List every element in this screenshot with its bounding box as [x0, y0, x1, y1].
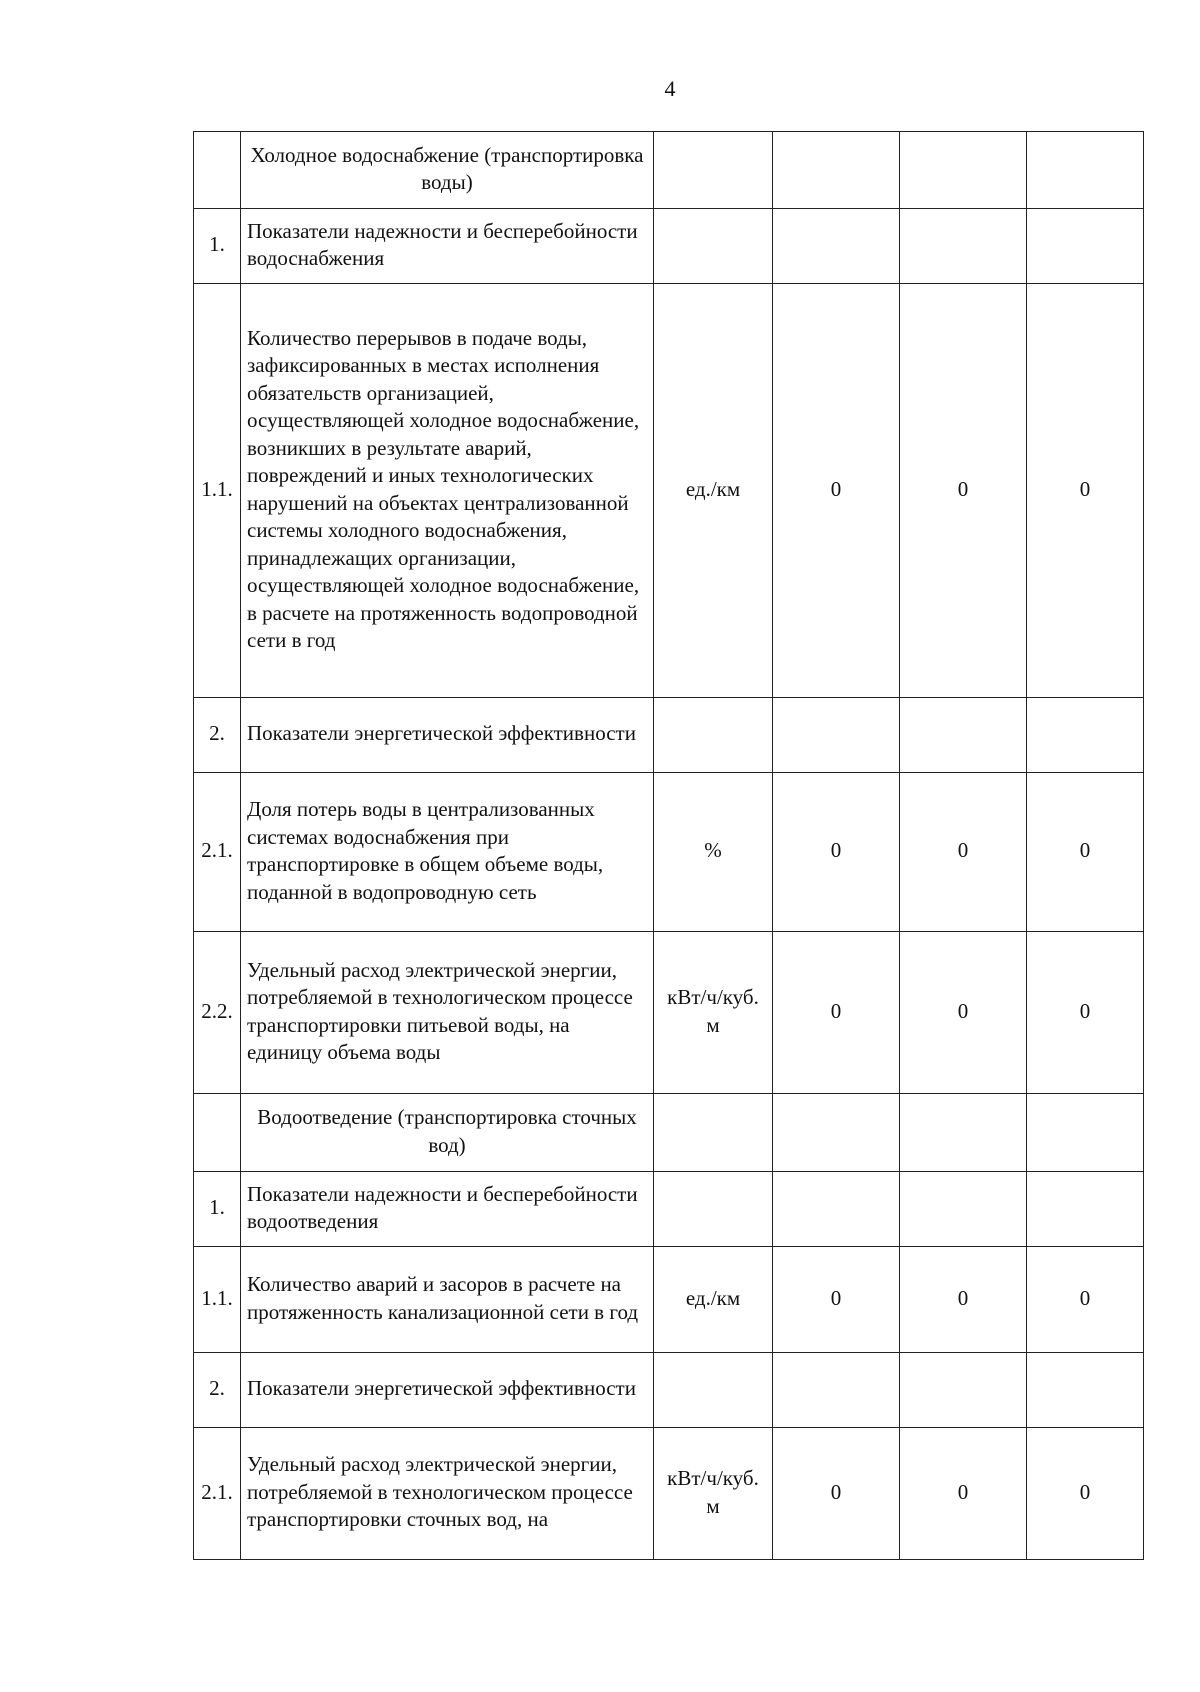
unit-cell: ед./км [654, 284, 773, 698]
value-cell [900, 1353, 1027, 1428]
value-cell [773, 698, 900, 773]
page-number: 4 [664, 76, 676, 101]
unit-cell [654, 209, 773, 284]
value-cell: 0 [900, 284, 1027, 698]
value-cell: 0 [773, 1247, 900, 1353]
unit-cell [654, 1094, 773, 1172]
indicator-description: Доля потерь воды в централизованных системах водоснабжения при транспортировке в общем объеме воды, поданной в водопроводную сеть [241, 773, 654, 932]
value-cell: 0 [1027, 932, 1144, 1094]
value-cell [773, 132, 900, 209]
indicators-table [193, 131, 1144, 1560]
section-heading-cold-water: Холодное водоснабжение (транспортировка воды) [241, 132, 654, 209]
value-cell: 0 [1027, 1247, 1144, 1353]
row-number: 1.1. [194, 1247, 241, 1353]
indicator-description: Показатели энергетической эффективности [241, 698, 654, 773]
value-cell: 0 [900, 1247, 1027, 1353]
value-cell [900, 1172, 1027, 1247]
row-number: 2. [194, 698, 241, 773]
value-cell: 0 [773, 284, 900, 698]
section-heading-wastewater: Водоотведение (транспортировка сточных вод) [241, 1094, 654, 1172]
value-cell [1027, 1094, 1144, 1172]
row-number [194, 132, 241, 209]
indicator-description: Количество аварий и засоров в расчете на протяженность канализационной сети в год [241, 1247, 654, 1353]
value-cell: 0 [1027, 773, 1144, 932]
row-number: 2.2. [194, 932, 241, 1094]
indicator-description: Показатели надежности и бесперебойности водоотведения [241, 1172, 654, 1247]
indicator-description: Показатели энергетической эффективности [241, 1353, 654, 1428]
value-cell [1027, 698, 1144, 773]
value-cell: 0 [773, 932, 900, 1094]
value-cell: 0 [1027, 284, 1144, 698]
row-number: 2.1. [194, 773, 241, 932]
value-cell: 0 [900, 932, 1027, 1094]
unit-cell: кВт/ч/куб. м [654, 1428, 773, 1560]
row-number: 1. [194, 1172, 241, 1247]
table-row [194, 932, 1144, 1094]
value-cell [900, 1094, 1027, 1172]
table-row [194, 132, 1144, 209]
table-row [194, 1247, 1144, 1353]
table-row [194, 1353, 1144, 1428]
row-number: 1. [194, 209, 241, 284]
value-cell [900, 132, 1027, 209]
value-cell [900, 209, 1027, 284]
unit-cell [654, 132, 773, 209]
row-number: 1.1. [194, 284, 241, 698]
unit-cell: ед./км [654, 1247, 773, 1353]
table-row [194, 1094, 1144, 1172]
value-cell [773, 1094, 900, 1172]
unit-cell [654, 698, 773, 773]
value-cell: 0 [773, 773, 900, 932]
row-number [194, 1094, 241, 1172]
indicator-description: Удельный расход электрической энергии, потребляемой в технологическом процессе транспортировки сточных вод, на [241, 1428, 654, 1560]
table-row [194, 698, 1144, 773]
value-cell [1027, 1172, 1144, 1247]
table-row [194, 773, 1144, 932]
value-cell [773, 209, 900, 284]
indicator-description: Количество перерывов в подаче воды, зафиксированных в местах исполнения обязательств организацией, осуществляющей холодное водоснабжение, возникших в результате аварий, повреждений и иных технологических нарушений на объектах централизованной системы холодного водоснабжения, принадлежащих организации, осуществляющей холодное водоснабжение, в расчете на протяженность водопроводной сети в год [241, 284, 654, 698]
value-cell: 0 [900, 1428, 1027, 1560]
indicator-description: Удельный расход электрической энергии, потребляемой в технологическом процессе транспортировки питьевой воды, на единицу объема воды [241, 932, 654, 1094]
table-row [194, 284, 1144, 698]
row-number: 2. [194, 1353, 241, 1428]
unit-cell: % [654, 773, 773, 932]
indicator-description: Показатели надежности и бесперебойности водоснабжения [241, 209, 654, 284]
table-row [194, 1172, 1144, 1247]
value-cell [773, 1172, 900, 1247]
value-cell: 0 [1027, 1428, 1144, 1560]
unit-cell [654, 1353, 773, 1428]
value-cell: 0 [773, 1428, 900, 1560]
value-cell: 0 [900, 773, 1027, 932]
value-cell [900, 698, 1027, 773]
value-cell [773, 1353, 900, 1428]
table-row [194, 209, 1144, 284]
table-row [194, 1428, 1144, 1560]
value-cell [1027, 132, 1144, 209]
value-cell [1027, 209, 1144, 284]
unit-cell: кВт/ч/куб. м [654, 932, 773, 1094]
value-cell [1027, 1353, 1144, 1428]
row-number: 2.1. [194, 1428, 241, 1560]
unit-cell [654, 1172, 773, 1247]
